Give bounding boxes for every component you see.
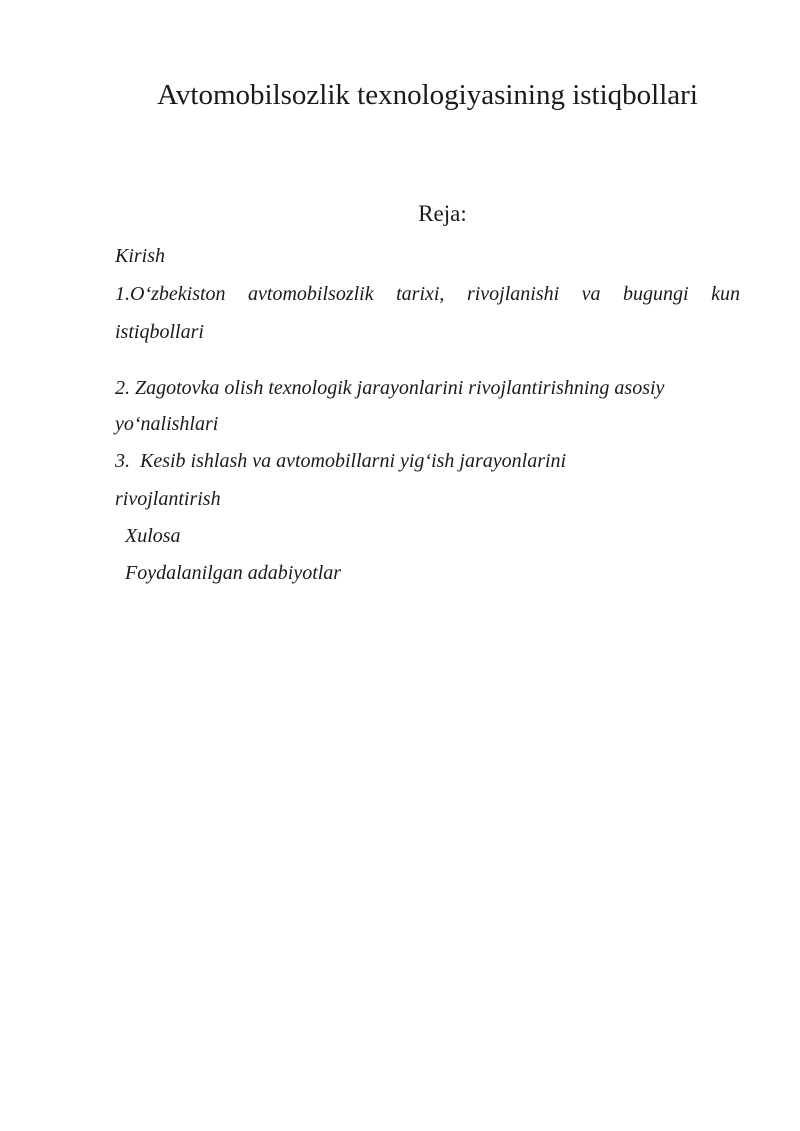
plan-item-1-line-2: istiqbollari — [115, 321, 204, 343]
plan-item-3-line-1: 3. Kesib ishlash va avtomobillarni yig‘ish jarayonlarini — [115, 450, 567, 472]
plan-item-1-line-1: 1.O‘zbekiston avtomobilsozlik tarixi, rivojlanishi va bugungi kun — [115, 283, 740, 305]
plan-item-conclusion: Xulosa — [125, 525, 181, 547]
document-title: Avtomobilsozlik texnologiyasining istiqbollari — [157, 79, 698, 111]
plan-item-intro: Kirish — [115, 245, 166, 267]
plan-item-2-line-2: yo‘nalishlari — [115, 413, 219, 435]
plan-item-2-line-1: 2. Zagotovka olish texnologik jarayonlarini rivojlantirishning asosiy — [115, 377, 665, 399]
plan-heading: Reja: — [418, 201, 467, 226]
plan-item-references: Foydalanilgan adabiyotlar — [125, 562, 342, 584]
plan-item-3-line-2: rivojlantirish — [115, 488, 221, 510]
